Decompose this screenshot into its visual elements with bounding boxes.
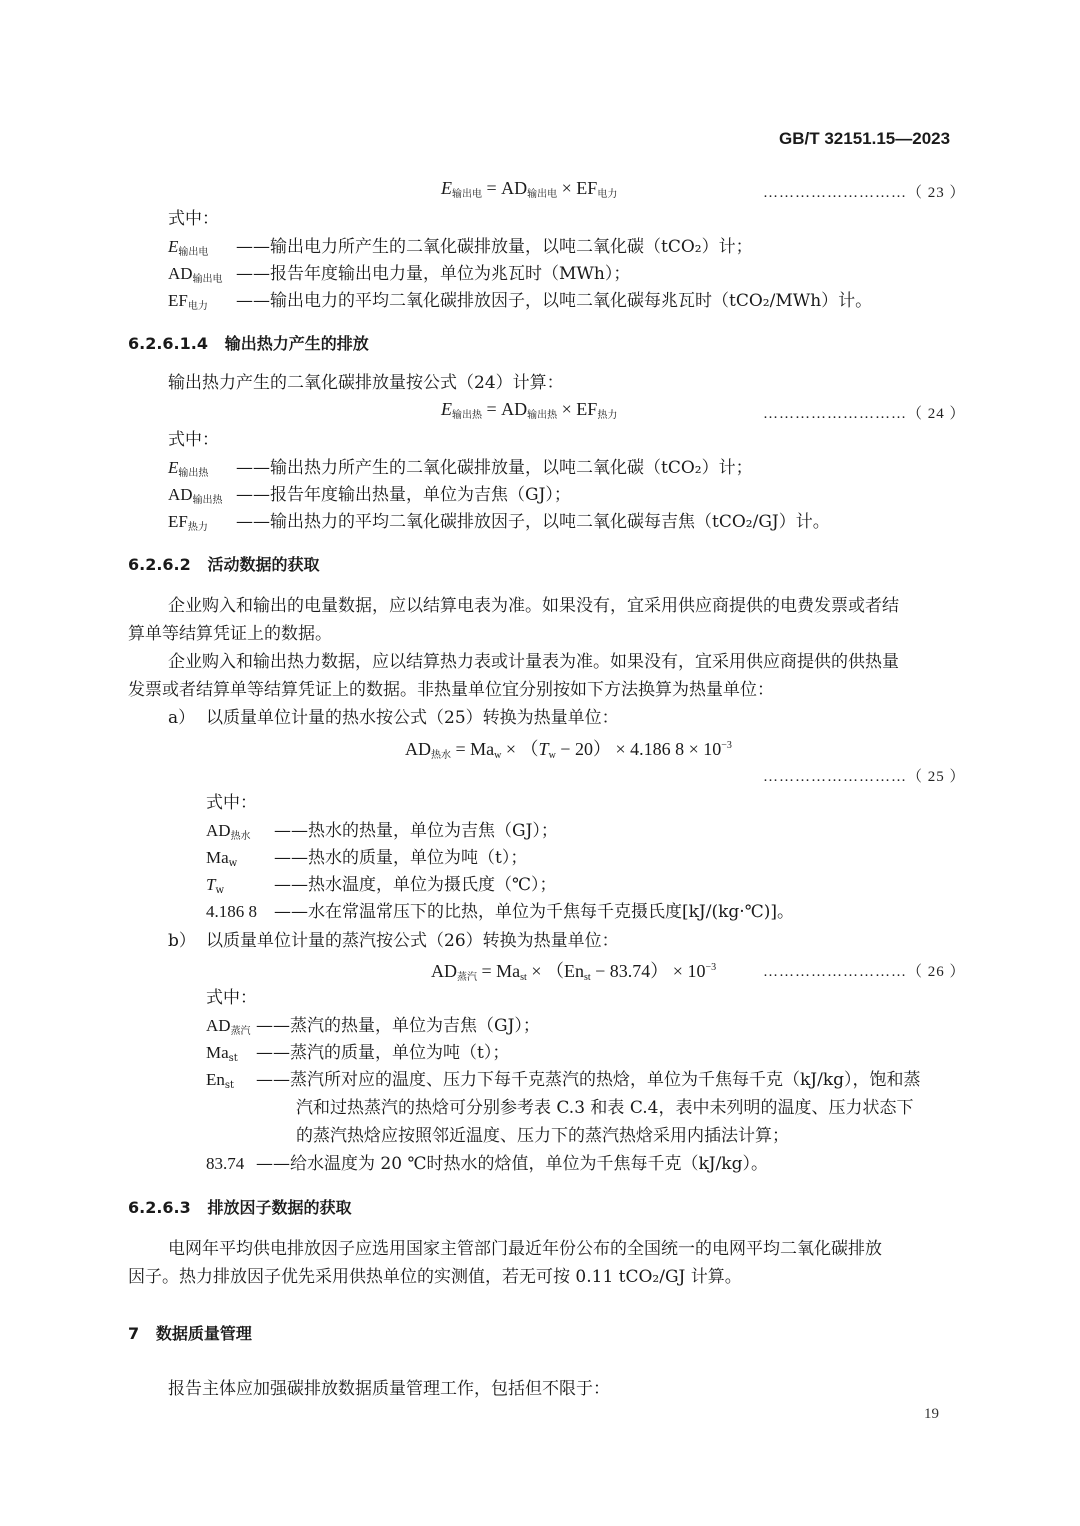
def-symbol: EF [168,291,188,310]
def26-text-4: 汽和过热蒸汽的热焓可分别参考表 C.3 和表 C.4，表中未列明的温度、压力状态下 [296,1098,914,1118]
section-number: 7 [128,1324,140,1343]
equation-25-number: ………………………（ 25 ） [763,769,966,785]
eq25-part: − 20） × 4.186 8 × 10 [555,739,722,759]
eq23-lhs: E [441,178,452,198]
def-symbol: 83.74 [206,1154,245,1173]
list-item-a-text: 以质量单位计量的热水按公式（25）转换为热量单位： [206,708,619,728]
def-symbol: En [206,1070,225,1089]
def-symbol: EF [168,512,188,531]
eq26-ma-sub: st [520,972,527,983]
equation-25 [405,735,732,761]
eq23-ad-sub: 输出电 [527,189,558,200]
equation-23 [441,178,617,200]
eq23-lhs-sub: 输出电 [452,189,482,200]
def-symbol-sub: 输出热 [192,495,223,506]
def26-row-6 [206,1153,244,1175]
eq24-times: × EF [557,399,598,419]
eq25-part: = Ma [451,739,495,759]
def24-row-1 [168,457,208,485]
def-symbol-sub: st [228,1053,238,1064]
def26-row-1 [206,1015,251,1043]
paragraph-quality: 报告主体应加强碳排放数据质量管理工作，包括但不限于： [168,1379,610,1399]
def24-row-3 [168,511,208,539]
def-symbol: E [168,458,179,477]
eq26-en-sub: st [583,972,591,983]
paragraph-activity-1-line-1: 企业购入和输出的电量数据，应以结算电表为准。如果没有，宜采用供应商提供的电费发票或者结 [168,596,899,616]
paragraph-factor-line-1: 电网年平均供电排放因子应选用国家主管部门最近年份公布的全国统一的电网平均二氧化碳排放 [168,1239,882,1259]
def23-row-1 [168,236,208,264]
equation-26-number: ………………………（ 26 ） [763,964,966,980]
eq24-lhs-sub: 输出热 [452,410,482,421]
def-symbol: AD [206,821,231,840]
def-symbol: AD [168,485,193,504]
def23-text-2: ——报告年度输出电力量，单位为兆瓦时（MWh）； [236,264,631,284]
eq25-exp: −3 [721,740,732,751]
paragraph-factor-line-2: 因子。热力排放因子优先采用供热单位的实测值，若无可按 0.11 tCO₂/GJ 计算。 [128,1267,742,1287]
equation-26 [431,957,716,983]
eq24-ad-sub: 输出热 [527,410,558,421]
def25-row-1 [206,820,251,848]
def24-row-2 [168,484,223,512]
def26-text-6: ——给水温度为 20 ℃时热水的焓值，单位为千焦每千克（kJ/kg）。 [256,1154,768,1174]
def25-text-1: ——热水的热量，单位为吉焦（GJ）； [274,821,558,841]
def25-row-2 [206,847,237,875]
where-label-1: 式中： [168,209,219,229]
paragraph-activity-2-line-2: 发票或者结算单等结算凭证上的数据。非热量单位宜分别按如下方法换算为热量单位： [128,680,774,700]
section-number: 6.2.6.1.4 [128,334,208,353]
def-symbol-sub: 热力 [187,522,208,533]
equation-23-number: ………………………（ 23 ） [763,185,966,201]
section-heading-7 [128,1321,252,1344]
paragraph-activity-2-line-1: 企业购入和输出热力数据，应以结算热力表或计量表为准。如果没有，宜采用供应商提供的供热量 [168,652,899,672]
def-symbol: Ma [206,848,229,867]
eq25-part: × （ [501,739,539,759]
def23-text-3: ——输出电力的平均二氧化碳排放因子，以吨二氧化碳每兆瓦时（tCO₂/MWh）计。 [236,291,873,311]
equation-24-number: ………………………（ 24 ） [763,406,966,422]
section-title: 排放因子数据的获取 [207,1198,352,1217]
def-symbol-sub: 电力 [187,301,208,312]
section-heading-6-2-6-2 [128,552,320,575]
section-title: 数据质量管理 [155,1324,252,1343]
def24-text-1: ——输出热力所产生的二氧化碳排放量，以吨二氧化碳（tCO₂）计； [236,458,753,478]
def-symbol-sub: w [215,885,225,896]
def24-text-3: ——输出热力的平均二氧化碳排放因子，以吨二氧化碳每吉焦（tCO₂/GJ）计。 [236,512,830,532]
eq26-part: − 83.74） × 10 [590,961,706,981]
section-heading-6-2-6-1-4 [128,331,369,354]
def-symbol: Ma [206,1043,229,1062]
def26-text-5: 的蒸汽热焓应按照邻近温度、压力下的蒸汽热焓采用内插法计算； [296,1126,789,1146]
def26-text-3: ——蒸汽所对应的温度、压力下每千克蒸汽的热焓，单位为千焦每千克（kJ/kg），饱和蒸 [256,1070,921,1090]
eq23-ef-sub: 电力 [597,189,618,200]
eq26-ad-sub: 蒸汽 [457,972,477,983]
section-number: 6.2.6.2 [128,555,191,574]
section-title: 输出热力产生的排放 [224,334,369,353]
def25-row-4 [206,901,257,923]
paragraph-heat-intro: 输出热力产生的二氧化碳排放量按公式（24）计算： [168,373,564,393]
where-label-3: 式中： [206,793,257,813]
def25-row-3 [206,874,224,902]
def23-row-3 [168,290,208,318]
eq24-ef-sub: 热力 [597,410,618,421]
def23-text-1: ——输出电力所产生的二氧化碳排放量，以吨二氧化碳（tCO₂）计； [236,237,753,257]
eq24-lhs: E [441,399,452,419]
where-label-2: 式中： [168,430,219,450]
eq25-t: T [538,739,549,759]
def-symbol-sub: 热水 [230,831,251,842]
def25-text-3: ——热水温度，单位为摄氏度（℃）； [274,875,557,895]
eq25-ad-sub: 热水 [431,750,451,761]
section-heading-6-2-6-3 [128,1195,352,1218]
def23-row-2 [168,263,223,291]
def25-text-4: ——水在常温常压下的比热，单位为千焦每千克摄氏度[kJ/(kg·℃)]。 [274,902,794,922]
eq25-t-sub: w [548,750,556,761]
eq24-eq: = AD [482,399,528,419]
where-label-4: 式中： [206,988,257,1008]
def-symbol: E [168,237,179,256]
eq26-part: = Ma [477,961,521,981]
def26-row-2 [206,1042,238,1070]
def-symbol: 4.186 8 [206,902,257,921]
def-symbol-sub: st [224,1080,235,1091]
eq26-exp: −3 [705,962,717,973]
def26-text-1: ——蒸汽的热量，单位为吉焦（GJ）； [256,1016,540,1036]
eq26-ad: AD [431,961,457,981]
def-symbol-sub: 蒸汽 [230,1026,251,1037]
section-number: 6.2.6.3 [128,1198,191,1217]
list-item-b-text: 以质量单位计量的蒸汽按公式（26）转换为热量单位： [206,931,619,951]
standard-number: GB/T 32151.15—2023 [779,129,951,148]
eq26-part: × （En [526,961,584,981]
list-item-a-label: a） [168,708,196,728]
eq23-eq: = AD [482,178,528,198]
eq25-ad: AD [405,739,431,759]
def-symbol: AD [206,1016,231,1035]
eq25-ma-sub: w [494,750,502,761]
def-symbol-sub: w [228,858,238,869]
def-symbol-sub: 输出电 [192,274,223,285]
def-symbol-sub: 输出电 [178,247,209,258]
section-title: 活动数据的获取 [207,555,320,574]
page-number: 19 [924,1406,939,1422]
def26-text-2: ——蒸汽的质量，单位为吨（t）； [256,1043,510,1063]
def-symbol-sub: 输出热 [178,468,209,479]
def26-row-3 [206,1069,234,1097]
def-symbol: AD [168,264,193,283]
list-item-b-label: b） [168,931,196,951]
def-symbol: T [206,875,216,894]
eq23-times: × EF [557,178,598,198]
def25-text-2: ——热水的质量，单位为吨（t）； [274,848,528,868]
def24-text-2: ——报告年度输出热量，单位为吉焦（GJ）； [236,485,571,505]
paragraph-activity-1-line-2: 算单等结算凭证上的数据。 [128,624,332,644]
equation-24 [441,399,617,421]
